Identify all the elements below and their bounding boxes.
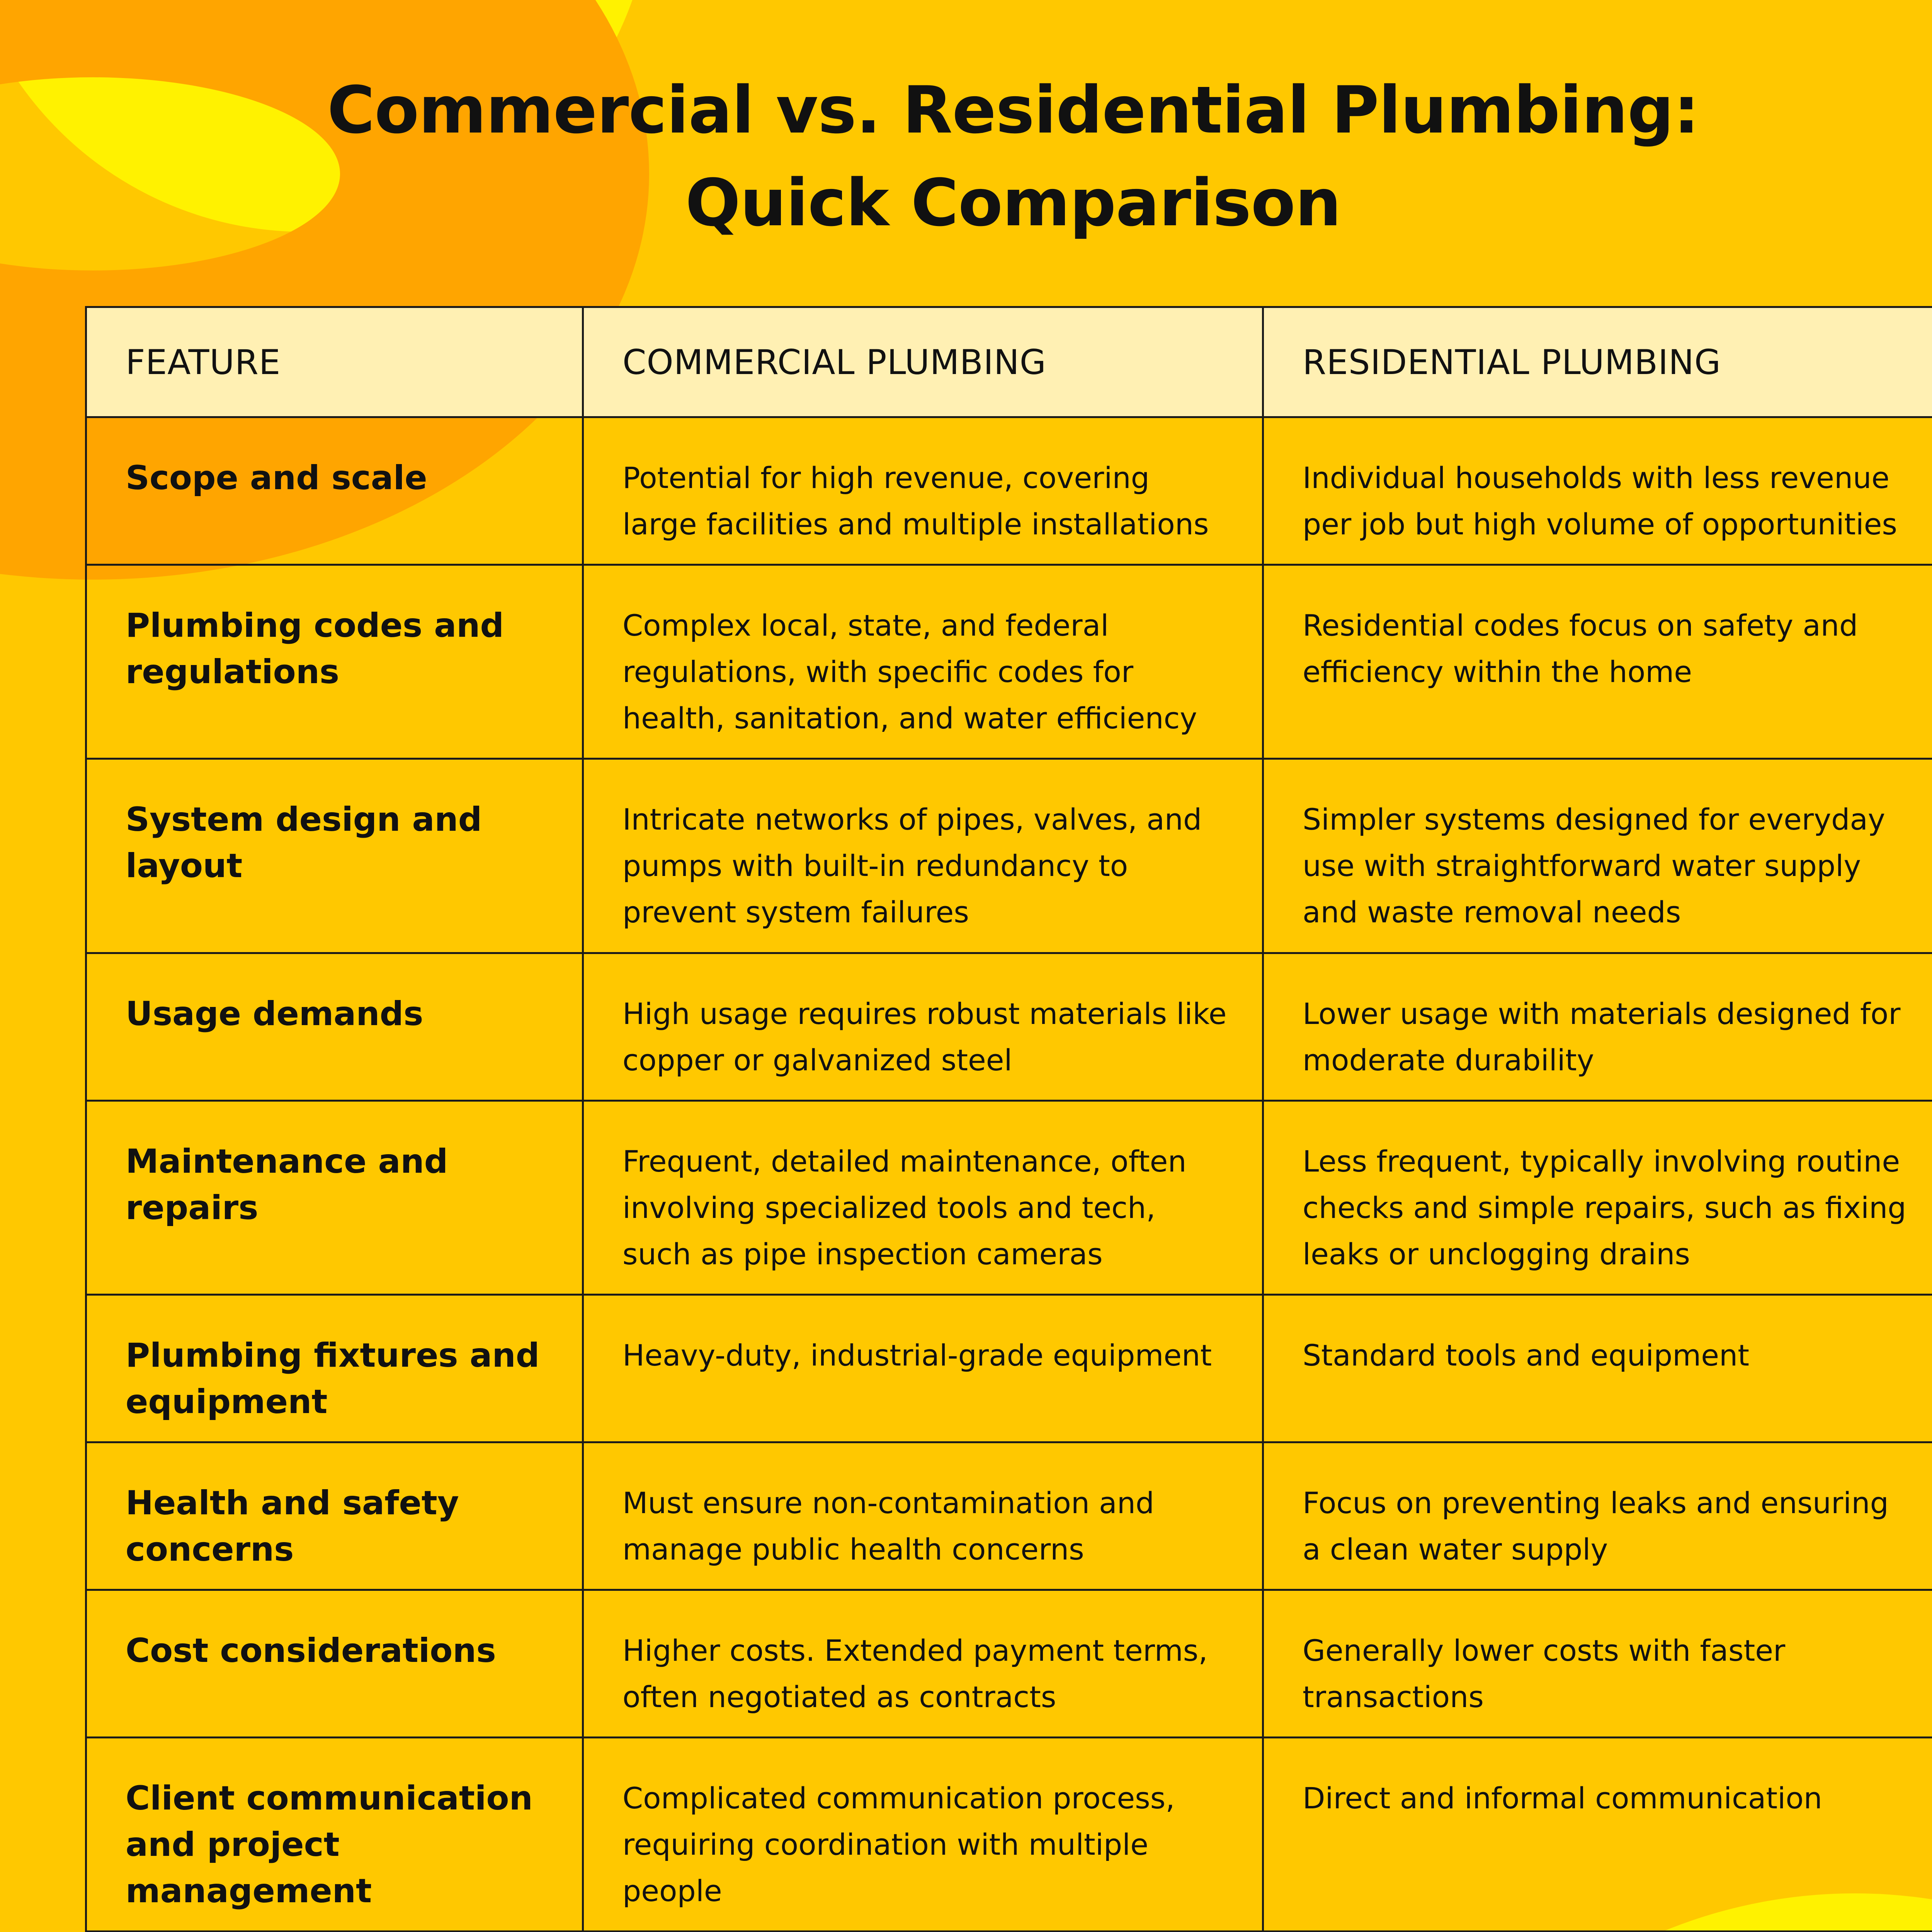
table-row (86, 1295, 1932, 1442)
row-feature: Plumbing codes and regulations (86, 565, 583, 759)
table-row (86, 1737, 1932, 1931)
row-commercial: Higher costs. Extended payment terms, often negotiated as contracts (583, 1590, 1263, 1738)
row-residential: Individual households with less revenue per job but high volume of opportunities (1263, 417, 1932, 565)
row-commercial: Must ensure non-contamination and manage public health concerns (583, 1442, 1263, 1590)
table-row (86, 1442, 1932, 1590)
row-commercial: Complicated communication process, requiring coordination with multiple people (583, 1737, 1263, 1931)
row-residential: Focus on preventing leaks and ensuring a clean water supply (1263, 1442, 1932, 1590)
row-feature: Usage demands (86, 953, 583, 1100)
row-commercial: Complex local, state, and federal regulations, with specific codes for health, sanitation, and water efficiency (583, 565, 1263, 759)
row-feature: Cost considerations (86, 1590, 583, 1738)
table-row (86, 1590, 1932, 1738)
row-commercial: Intricate networks of pipes, valves, and pumps with built-in redundancy to prevent system failures (583, 759, 1263, 953)
page-title-line-1: Commercial vs. Residential Plumbing: (327, 72, 1699, 148)
header-feature: FEATURE (86, 307, 583, 417)
header-residential-plumbing: RESIDENTIAL PLUMBING (1263, 307, 1932, 417)
row-commercial: Heavy-duty, industrial-grade equipment (583, 1295, 1263, 1442)
table-header-row (86, 307, 1932, 417)
row-residential: Lower usage with materials designed for moderate durability (1263, 953, 1932, 1100)
row-commercial: High usage requires robust materials like copper or galvanized steel (583, 953, 1263, 1100)
row-residential: Standard tools and equipment (1263, 1295, 1932, 1442)
comparison-table (85, 306, 1932, 1932)
row-commercial: Potential for high revenue, covering large facilities and multiple installations (583, 417, 1263, 565)
row-feature: System design and layout (86, 759, 583, 953)
row-feature: Client communication and project management (86, 1737, 583, 1931)
row-feature: Maintenance and repairs (86, 1100, 583, 1294)
row-feature: Health and safety concerns (86, 1442, 583, 1590)
row-commercial: Frequent, detailed maintenance, often involving specialized tools and tech, such as pipe inspection cameras (583, 1100, 1263, 1294)
row-residential: Generally lower costs with faster transactions (1263, 1590, 1932, 1738)
table-row (86, 953, 1932, 1100)
row-residential: Direct and informal communication (1263, 1737, 1932, 1931)
table-row (86, 759, 1932, 953)
row-feature: Plumbing fixtures and equipment (86, 1295, 583, 1442)
table-row (86, 565, 1932, 759)
table-row (86, 1100, 1932, 1294)
page-title-line-2: Quick Comparison (685, 165, 1341, 241)
header-commercial-plumbing: COMMERCIAL PLUMBING (583, 307, 1263, 417)
row-feature: Scope and scale (86, 417, 583, 565)
row-residential: Simpler systems designed for everyday use with straightforward water supply and waste removal needs (1263, 759, 1932, 953)
row-residential: Less frequent, typically involving routine checks and simple repairs, such as fixing leaks or unclogging drains (1263, 1100, 1932, 1294)
page-title (0, 64, 1932, 249)
row-residential: Residential codes focus on safety and efficiency within the home (1263, 565, 1932, 759)
table-row (86, 417, 1932, 565)
